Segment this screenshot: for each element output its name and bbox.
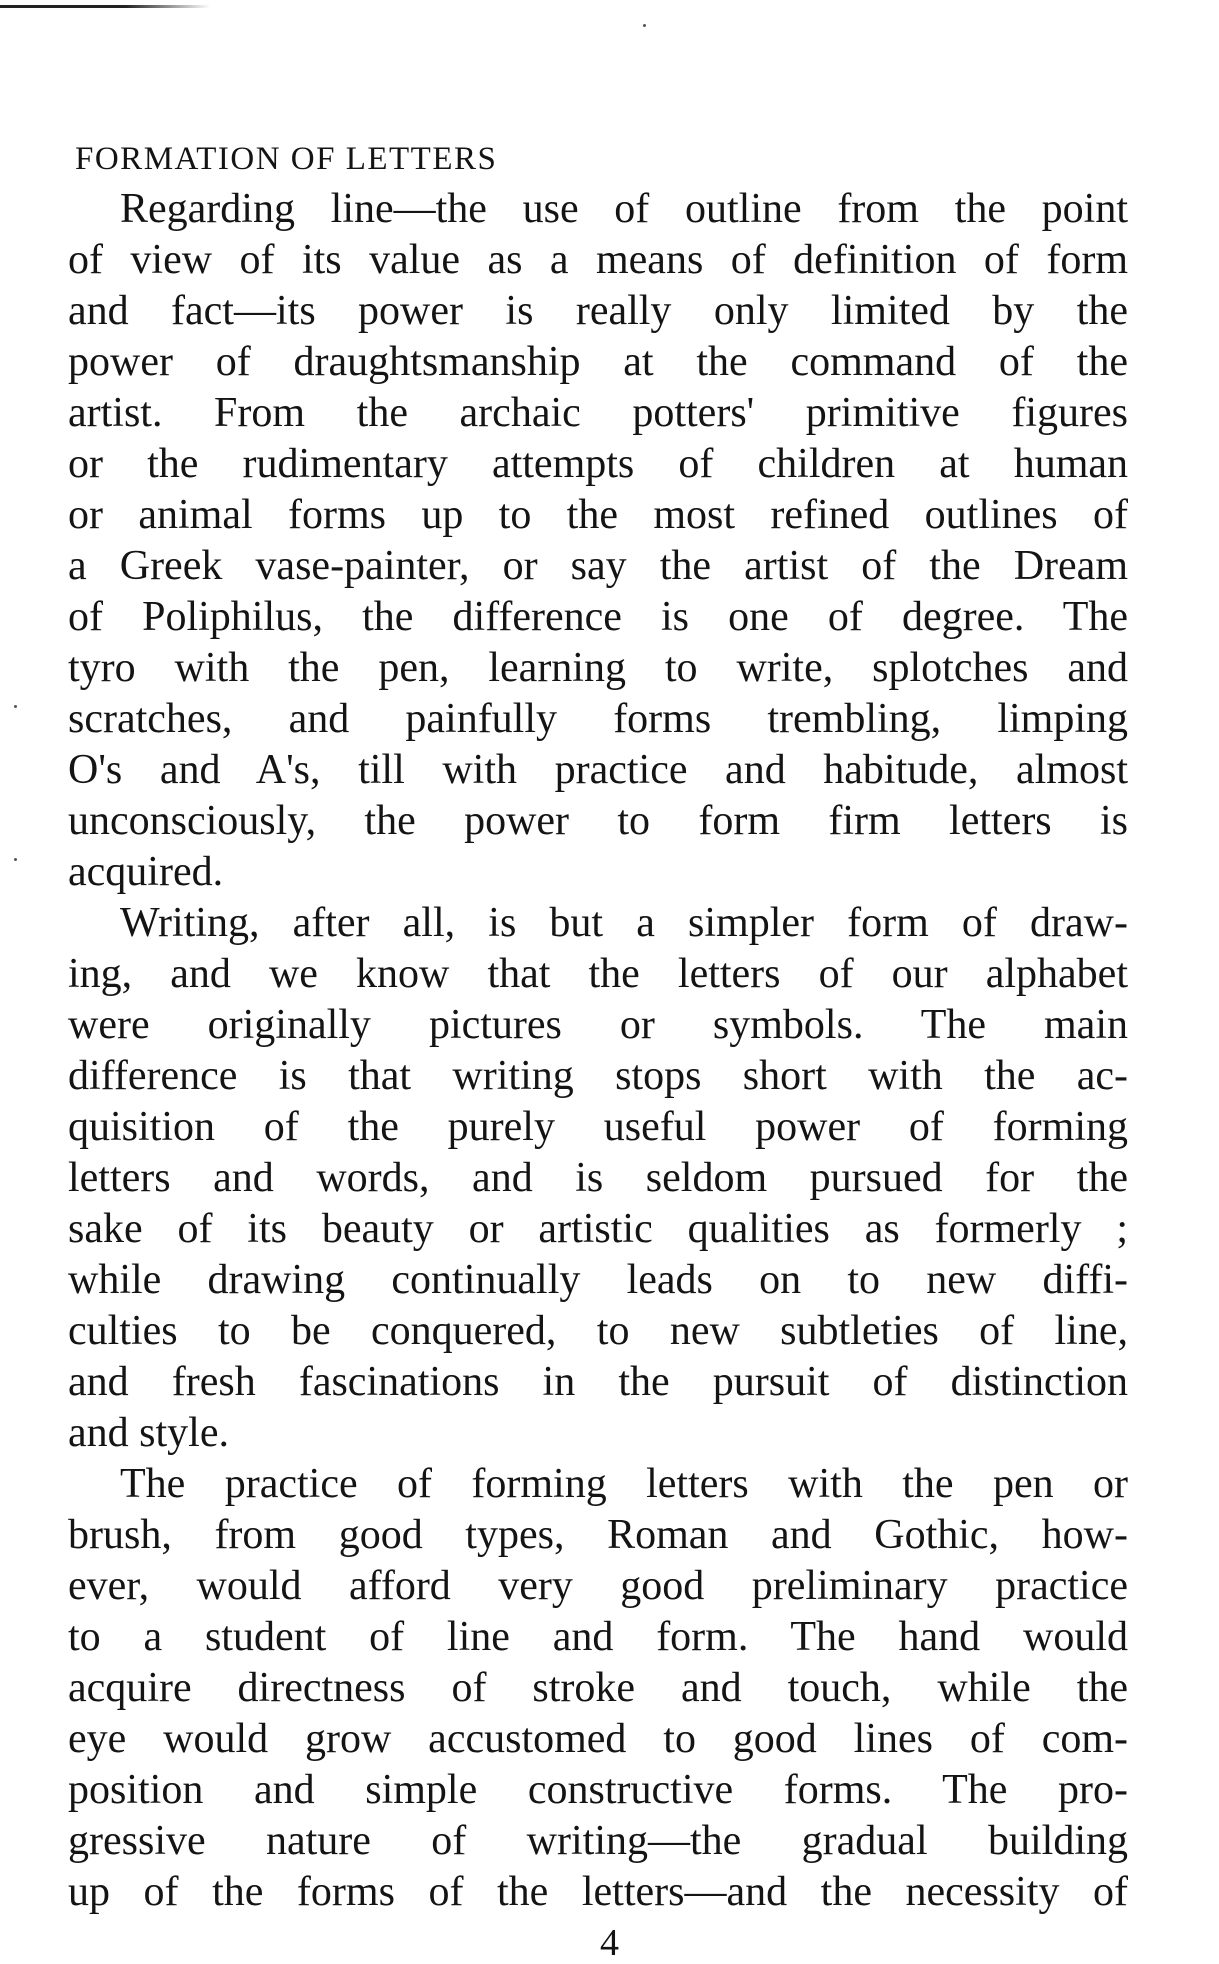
paragraph-3 bbox=[68, 1459, 1128, 1918]
text-line: ing, and we know that the letters of our alphabet bbox=[68, 951, 1128, 997]
text-line: and fact—its power is really only limited by the bbox=[68, 288, 1128, 334]
paragraph-2 bbox=[68, 898, 1128, 1459]
paragraph-1 bbox=[68, 184, 1128, 898]
text-line: difference is that writing stops short with the ac- bbox=[68, 1053, 1128, 1099]
text-line: of view of its value as a means of definition of form bbox=[68, 237, 1128, 283]
text-line: up of the forms of the letters—and the necessity of bbox=[68, 1869, 1128, 1915]
text-line: acquired. bbox=[68, 849, 224, 895]
text-line: a Greek vase-painter, or say the artist of the Dream bbox=[68, 543, 1128, 589]
text-line: culties to be conquered, to new subtleties of line, bbox=[68, 1308, 1128, 1354]
text-line: gressive nature of writing—the gradual building bbox=[68, 1818, 1128, 1864]
scan-edge-mark bbox=[0, 5, 210, 8]
text-line: and style. bbox=[68, 1410, 229, 1456]
body-text bbox=[68, 184, 1128, 1918]
text-line: letters and words, and is seldom pursued for the bbox=[68, 1155, 1128, 1201]
text-line: power of draughtsmanship at the command of the bbox=[68, 339, 1128, 385]
scan-speck bbox=[14, 705, 17, 708]
text-line: artist. From the archaic potters' primitive figures bbox=[68, 390, 1128, 436]
text-line: Regarding line—the use of outline from the point bbox=[120, 186, 1128, 232]
text-line: quisition of the purely useful power of forming bbox=[68, 1104, 1128, 1150]
page-number: 4 bbox=[600, 1922, 619, 1964]
scan-speck bbox=[643, 24, 646, 27]
text-line: O's and A's, till with practice and habitude, almost bbox=[68, 747, 1128, 793]
text-line: eye would grow accustomed to good lines of com- bbox=[68, 1716, 1128, 1762]
text-line: or animal forms up to the most refined outlines of bbox=[68, 492, 1128, 538]
text-line: ever, would afford very good preliminary practice bbox=[68, 1563, 1128, 1609]
running-head: FORMATION OF LETTERS bbox=[75, 141, 498, 177]
text-line: position and simple constructive forms. The pro- bbox=[68, 1767, 1128, 1813]
text-line: were originally pictures or symbols. The main bbox=[68, 1002, 1128, 1048]
text-line: scratches, and painfully forms trembling, limping bbox=[68, 696, 1128, 742]
text-line: Writing, after all, is but a simpler form of draw- bbox=[120, 900, 1128, 946]
text-line: while drawing continually leads on to new diffi- bbox=[68, 1257, 1128, 1303]
scan-speck bbox=[14, 858, 17, 861]
text-line: or the rudimentary attempts of children at human bbox=[68, 441, 1128, 487]
text-line: to a student of line and form. The hand would bbox=[68, 1614, 1128, 1660]
text-line: The practice of forming letters with the pen or bbox=[120, 1461, 1128, 1507]
text-line: of Poliphilus, the difference is one of degree. The bbox=[68, 594, 1128, 640]
text-line: sake of its beauty or artistic qualities as formerly ; bbox=[68, 1206, 1128, 1252]
text-line: acquire directness of stroke and touch, while the bbox=[68, 1665, 1128, 1711]
text-line: brush, from good types, Roman and Gothic, how- bbox=[68, 1512, 1128, 1558]
text-line: unconsciously, the power to form firm letters is bbox=[68, 798, 1128, 844]
text-line: tyro with the pen, learning to write, splotches and bbox=[68, 645, 1128, 691]
text-line: and fresh fascinations in the pursuit of distinction bbox=[68, 1359, 1128, 1405]
